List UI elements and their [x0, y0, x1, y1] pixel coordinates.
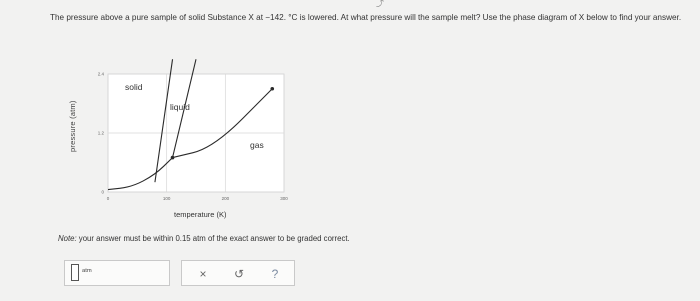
x-tick-label: 200 — [221, 196, 230, 201]
region-label-gas: gas — [250, 140, 264, 150]
help-button[interactable]: ? — [271, 267, 279, 281]
note-prefix: Note: — [58, 234, 77, 243]
x-tick-label: 0 — [106, 196, 110, 201]
y-tick-label: 2.4 — [97, 71, 104, 77]
x-tick-label: 300 — [280, 196, 288, 201]
x-tick-label: 100 — [162, 196, 171, 201]
critical-point-marker — [270, 87, 274, 91]
x-axis-label: temperature (K) — [174, 210, 227, 219]
pressure-answer-input[interactable] — [71, 264, 79, 281]
triple-point-marker — [171, 156, 175, 160]
answer-actions — [181, 260, 295, 286]
region-label-liquid: liquid — [170, 102, 190, 112]
answer-unit: atm — [82, 268, 92, 274]
region-label-solid: solid — [125, 82, 143, 92]
y-tick-label: 0 — [101, 189, 104, 195]
undo-button[interactable]: ↺ — [233, 267, 245, 281]
grading-note — [58, 234, 350, 243]
y-axis-label: pressure (atm) — [68, 100, 77, 152]
mouse-cursor-icon: ⤴ — [376, 0, 384, 8]
question-text: The pressure above a pure sample of solid Substance X at −142. °C is lowered. At what pressure will the sample melt? Use the phase diagram of X below to find your answer. — [50, 13, 682, 22]
y-tick-label: 1.2 — [97, 130, 104, 136]
answer-area — [64, 260, 170, 286]
phase-diagram — [60, 56, 320, 226]
note-text: your answer must be within 0.15 atm of the exact answer to be graded correct. — [76, 234, 350, 243]
phase-diagram-svg — [60, 56, 320, 226]
clear-button[interactable]: × — [199, 267, 207, 281]
